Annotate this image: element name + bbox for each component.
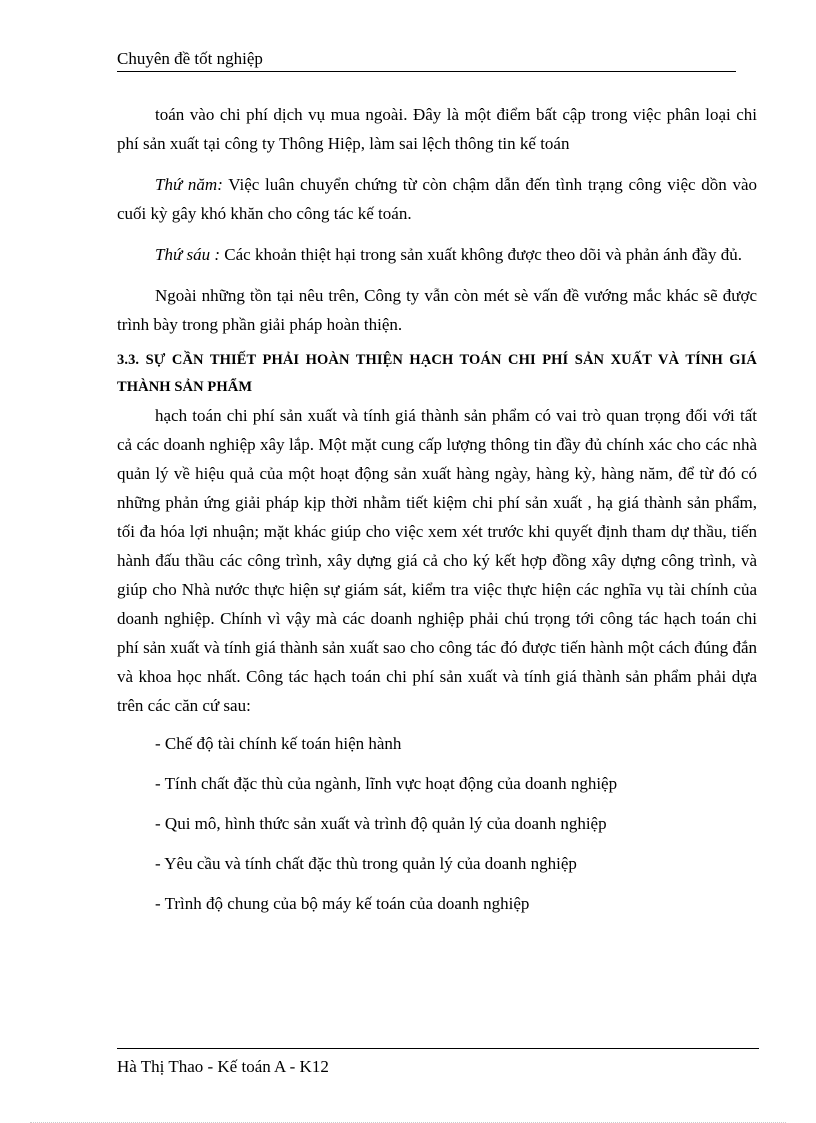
page-header	[117, 49, 736, 72]
list-item: - Chế độ tài chính kế toán hiện hành	[155, 734, 402, 753]
page-footer	[117, 1056, 329, 1078]
list-item: - Yêu cầu và tính chất đặc thù trong quản lý của doanh nghiệp	[155, 854, 577, 873]
paragraph-3-text: Các khoản thiệt hại trong sản xuất không được theo dõi và phản ánh đầy đủ.	[220, 245, 742, 264]
list-item: - Trình độ chung của bộ máy kế toán của doanh nghiệp	[155, 894, 530, 913]
list-item: - Qui mô, hình thức sản xuất và trình độ quản lý của doanh nghiệp	[155, 814, 607, 833]
header-title: Chuyên đề tốt nghiệp	[117, 49, 263, 68]
section-heading: 3.3. SỰ CẦN THIẾT PHẢI HOÀN THIỆN HẠCH TOÁN CHI PHÍ SẢN XUẤT VÀ TÍNH GIÁ THÀNH SẢN PHẨM	[117, 352, 757, 395]
paragraph-3-lead: Thứ sáu :	[155, 245, 221, 264]
criteria-list	[117, 724, 757, 924]
document-body	[117, 100, 757, 924]
paragraph-5: hạch toán chi phí sản xuất và tính giá thành sản phẩm có vai trò quan trọng đối với tất cả các doanh nghiệp xây lắp. Một mặt cung cấp lượng thông tin đầy đủ chính xác cho các nhà quản lý về hiệu quả của một hoạt động sản xuất hàng ngày, hàng kỳ, hàng năm, để từ đó có những phản ứng giải pháp kịp thời nhằm tiết kiệm chi phí sản xuất , hạ giá thành sản phẩm, tối đa hóa lợi nhuận; mặt khác giúp cho việc xem xét trước khi quyết định tham dự thầu, tiến hành đấu thầu các công trình, xây dựng giá cả cho ký kết hợp đồng xây dựng công trình, và giúp cho Nhà nước thực hiện sự giám sát, kiểm tra việc thực hiện các nghĩa vụ tài chính của doanh nghiệp. Chính vì vậy mà các doanh nghiệp phải chú trọng tới công tác hạch toán chi phí sản xuất và tính giá thành sản xuất sao cho công tác đó được tiến hành một cách đúng đắn và khoa học nhất. Công tác hạch toán chi phí sản xuất và tính giá thành sản phẩm phải dựa trên các căn cứ sau:	[117, 406, 757, 715]
paragraph-3	[117, 240, 757, 269]
paragraph-4: Ngoài những tồn tại nêu trên, Công ty vẫn còn mét sè vấn đề vướng mắc khác sẽ được trình bày trong phần giải pháp hoàn thiện.	[117, 286, 757, 334]
paragraph-2-text: Việc luân chuyển chứng từ còn chậm dẫn đến tình trạng công việc dồn vào cuối kỳ gây khó khăn cho công tác kế toán.	[117, 175, 757, 223]
paragraph-1: toán vào chi phí dịch vụ mua ngoài. Đây là một điểm bất cập trong việc phân loại chi phí sản xuất tại công ty Thông Hiệp, làm sai lệch thông tin kế toán	[117, 105, 757, 153]
footer-author: Hà Thị Thao - Kế toán A - K12	[117, 1057, 329, 1076]
paragraph-2	[117, 170, 757, 228]
list-item: - Tính chất đặc thù của ngành, lĩnh vực hoạt động của doanh nghiệp	[155, 774, 618, 793]
paragraph-2-lead: Thứ năm:	[155, 175, 223, 194]
footer-divider	[117, 1048, 759, 1049]
